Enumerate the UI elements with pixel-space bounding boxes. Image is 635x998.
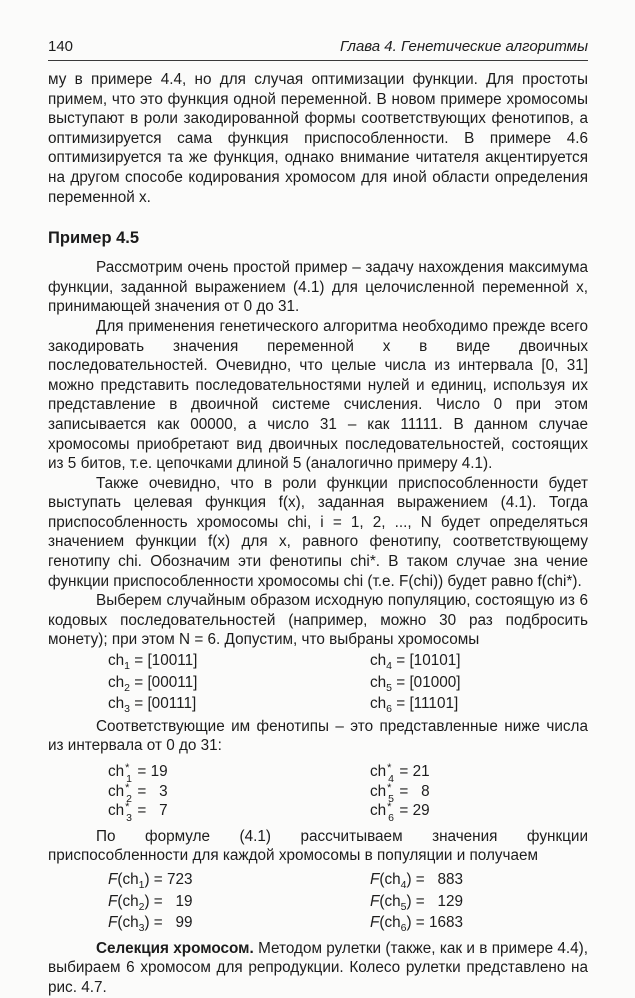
fitness-eq: $F(ch_6) = 1683$ (370, 914, 464, 935)
paragraph-2: Для применения генетического алгоритма необходимо прежде всего закодировать значения переменной x в виде двоичных последовательностей. Очевидно, что целые числа из интервала [0, 31] можно представить последовательностями нулей и единиц, используя их представление в двоичной системе счисления. Число 0 при этом записывается как 00000, а число 31 – как 11111. В данном случае хромосомы приобретают вид двоичных последовательностей, состоящих из 5 битов, т.е. цепочками длиной 5 (аналогично примеру 4.1). (48, 317, 588, 473)
paragraph-7 (48, 939, 588, 998)
phenotype-list (108, 762, 588, 825)
phenotype-eq: ch * 2 = 3 (108, 781, 168, 805)
book-page (48, 38, 588, 998)
intro-paragraph: му в примере 4.4, но для случая оптимизации функции. Для простоты примем, что это функция одной переменной. В новом примере хромосомы выступают в роли закодированной формы соответствующих фенотипов, а оптимизируется сама функция приспособленности. В примере 4.6 оптимизируется та же функция, однако внимание читателя акцентируется на другом способе кодирования хромосом для иной области определения переменной x. (48, 71, 588, 206)
running-header (48, 38, 588, 61)
phenotype-eq: ch * 1 = 19 (108, 762, 168, 785)
chromosome-eq: $ch_4 = [10101]$ (370, 652, 461, 673)
selection-text: Методом рулетки (также, как и в примере 4.4), выбираем 6 хромосом для репродукции. Колесо рулетки представлено на рис. 4.7. (48, 939, 589, 996)
chapter-title: Глава 4. Генетические алгоритмы (339, 38, 588, 55)
chromosome-list (108, 651, 588, 716)
paragraph-5: Соответствующие им фенотипы – это представленные ниже числа из интервала от 0 до 31: (48, 717, 588, 755)
fitness-eq: $F(ch_2) = 19$ (108, 892, 193, 913)
selection-heading: Селекция хромосом. (96, 939, 254, 957)
page-number: 140 (48, 38, 74, 55)
paragraph-3: Также очевидно, что в роли функции приспособленности будет выступать целевая функция f(x), заданная выражением (4.1). Тогда приспособленность хромосомы chi, i = 1, 2, ..., N будет определяться значением функции f(x) для x, равного фенотипу, соответствующему генотипу chi. Обозначим эти фенотипы chi*. В таком случае зна чение функции приспособленности хромосомы chi (т.е. F(chi)) будет равно f(chi*). (48, 474, 588, 590)
chromosome-eq: $ch_3 = [00111]$ (108, 695, 197, 716)
paragraph-1: Рассмотрим очень простой пример – задачу нахождения максимума функции, заданной выражением (4.1) для целочисленной переменной x, принимающей значения от 0 до 31. (48, 259, 588, 316)
fitness-eq: $F(ch_5) = 129$ (370, 892, 464, 913)
fitness-list (108, 870, 588, 935)
chromosome-eq: $ch_1 = [10011]$ (108, 652, 198, 673)
fitness-eq: $F(ch_3) = 99$ (108, 914, 193, 935)
chromosome-eq: $ch_2 = [00011]$ (108, 673, 198, 694)
phenotype-eq: ch * 6 = 29 (370, 801, 430, 825)
fitness-eq: $F(ch_4) = 883$ (370, 870, 464, 891)
chromosome-eq: $ch_6 = [11101]$ (370, 695, 459, 716)
phenotype-eq: ch * 3 = 7 (108, 801, 168, 825)
fitness-eq: $F(ch_1) = 723$ (108, 870, 193, 891)
paragraph-4: Выберем случайным образом исходную популяцию, состоящую из 6 кодовых последовательностей (например, можно 30 раз подбросить монету); при этом N = 6. Допустим, что выбраны хромосомы (48, 592, 588, 649)
phenotype-eq: ch * 4 = 21 (370, 762, 430, 785)
paragraph-6: По формуле (4.1) рассчитываем значения функции приспособленности для каждой хромосомы в популяции и получаем (48, 827, 588, 865)
chromosome-eq: $ch_5 = [01000]$ (370, 673, 461, 694)
section-title: Пример 4.5 (48, 229, 140, 248)
phenotype-eq: ch * 5 = 8 (370, 781, 430, 805)
